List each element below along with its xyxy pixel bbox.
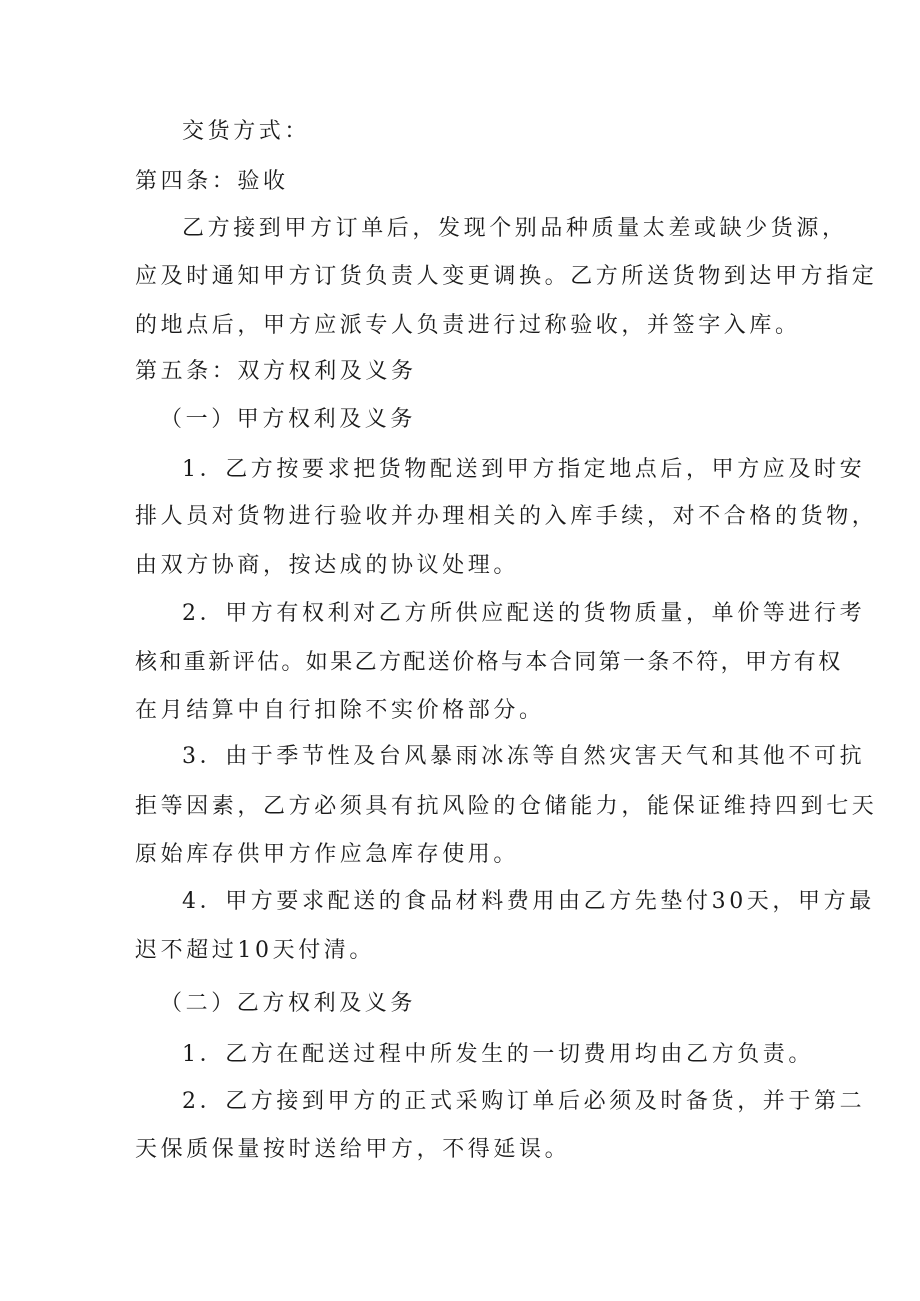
paragraph-line: 3．由于季节性及台风暴雨冰冻等自然灾害天气和其他不可抗 [182,744,866,769]
paragraph-line: 的地点后，甲方应派专人负责进行过称验收，并签字入库。 [135,313,801,338]
article-4-heading: 第四条：验收 [135,169,289,194]
paragraph-line: 1．乙方按要求把货物配送到甲方指定地点后，甲方应及时安 [182,457,866,482]
paragraph-line: 拒等因素，乙方必须具有抗风险的仓储能力，能保证维持四到七天 [135,794,878,819]
paragraph-line: 在月结算中自行扣除不实价格部分。 [135,698,545,723]
delivery-method-line: 交货方式： [182,119,311,144]
paragraph-line: 应及时通知甲方订货负责人变更调换。乙方所送货物到达甲方指定 [135,264,878,289]
paragraph-line: 原始库存供甲方作应急库存使用。 [135,842,520,867]
paragraph-line: 4．甲方要求配送的食品材料费用由乙方先垫付30天，甲方最 [182,889,875,914]
section-1-heading: （一）甲方权利及义务 [160,407,417,432]
paragraph-line: 核和重新评估。如果乙方配送价格与本合同第一条不符，甲方有权 [135,650,843,675]
paragraph-line: 2．乙方接到甲方的正式采购订单后必须及时备货，并于第二 [182,1089,866,1114]
paragraph-line: 由双方协商，按达成的协议处理。 [135,553,520,578]
section-2-heading: （二）乙方权利及义务 [160,991,417,1016]
paragraph-line: 1．乙方在配送过程中所发生的一切费用均由乙方负责。 [182,1042,814,1067]
paragraph-line: 乙方接到甲方订单后，发现个别品种质量太差或缺少货源， [182,216,848,241]
article-5-heading: 第五条：双方权利及义务 [135,359,417,384]
paragraph-line: 天保质保量按时送给甲方，不得延误。 [135,1137,571,1162]
paragraph-line: 排人员对货物进行验收并办理相关的入库手续，对不合格的货物， [135,504,878,529]
paragraph-line: 迟不超过10天付清。 [135,938,375,963]
paragraph-line: 2．甲方有权利对乙方所供应配送的货物质量，单价等进行考 [182,601,866,626]
